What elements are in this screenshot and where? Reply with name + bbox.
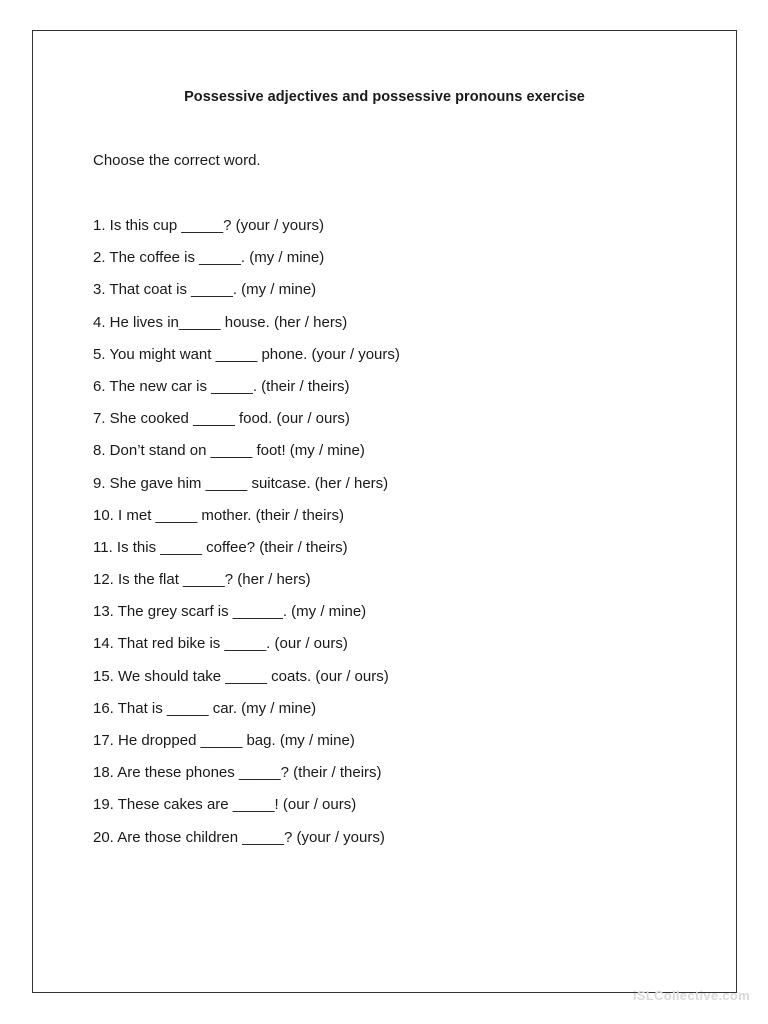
- question-item: 2. The coffee is _____. (my / mine): [93, 249, 325, 267]
- question-item: 17. He dropped _____ bag. (my / mine): [93, 732, 355, 749]
- question-item: 10. I met _____ mother. (their / theirs): [93, 506, 344, 524]
- question-item: 1. Is this cup _____? (your / yours): [93, 217, 324, 234]
- question-item: 8. Don’t stand on _____ foot! (my / mine): [93, 442, 365, 460]
- watermark-logo: iSLCollective.com: [632, 988, 750, 1003]
- question-item: 14. That red bike is _____. (our / ours): [93, 635, 348, 653]
- question-item: 11. Is this _____ coffee? (their / theirs): [93, 538, 348, 556]
- question-item: 5. You might want _____ phone. (your / yours): [93, 345, 400, 363]
- question-item: 20. Are those children _____? (your / yours): [93, 828, 385, 846]
- question-item: 9. She gave him _____ suitcase. (her / hers): [93, 474, 389, 492]
- question-item: 16. That is _____ car. (my / mine): [93, 699, 317, 717]
- page-title: Possessive adjectives and possessive pronouns exercise: [184, 89, 585, 105]
- question-item: 18. Are these phones _____? (their / theirs): [93, 764, 382, 782]
- question-item: 7. She cooked _____ food. (our / ours): [93, 410, 350, 428]
- instruction-text: Choose the correct word.: [93, 152, 261, 169]
- question-item: 6. The new car is _____. (their / theirs): [93, 377, 350, 395]
- question-list: [93, 216, 400, 860]
- question-item: 12. Is the flat _____? (her / hers): [93, 571, 311, 589]
- question-item: 15. We should take _____ coats. (our / ours): [93, 667, 389, 685]
- question-item: 19. These cakes are _____! (our / ours): [93, 796, 357, 814]
- question-item: 3. That coat is _____. (my / mine): [93, 281, 317, 299]
- question-item: 13. The grey scarf is ______. (my / mine): [93, 603, 367, 621]
- question-item: 4. He lives in_____ house. (her / hers): [93, 313, 348, 331]
